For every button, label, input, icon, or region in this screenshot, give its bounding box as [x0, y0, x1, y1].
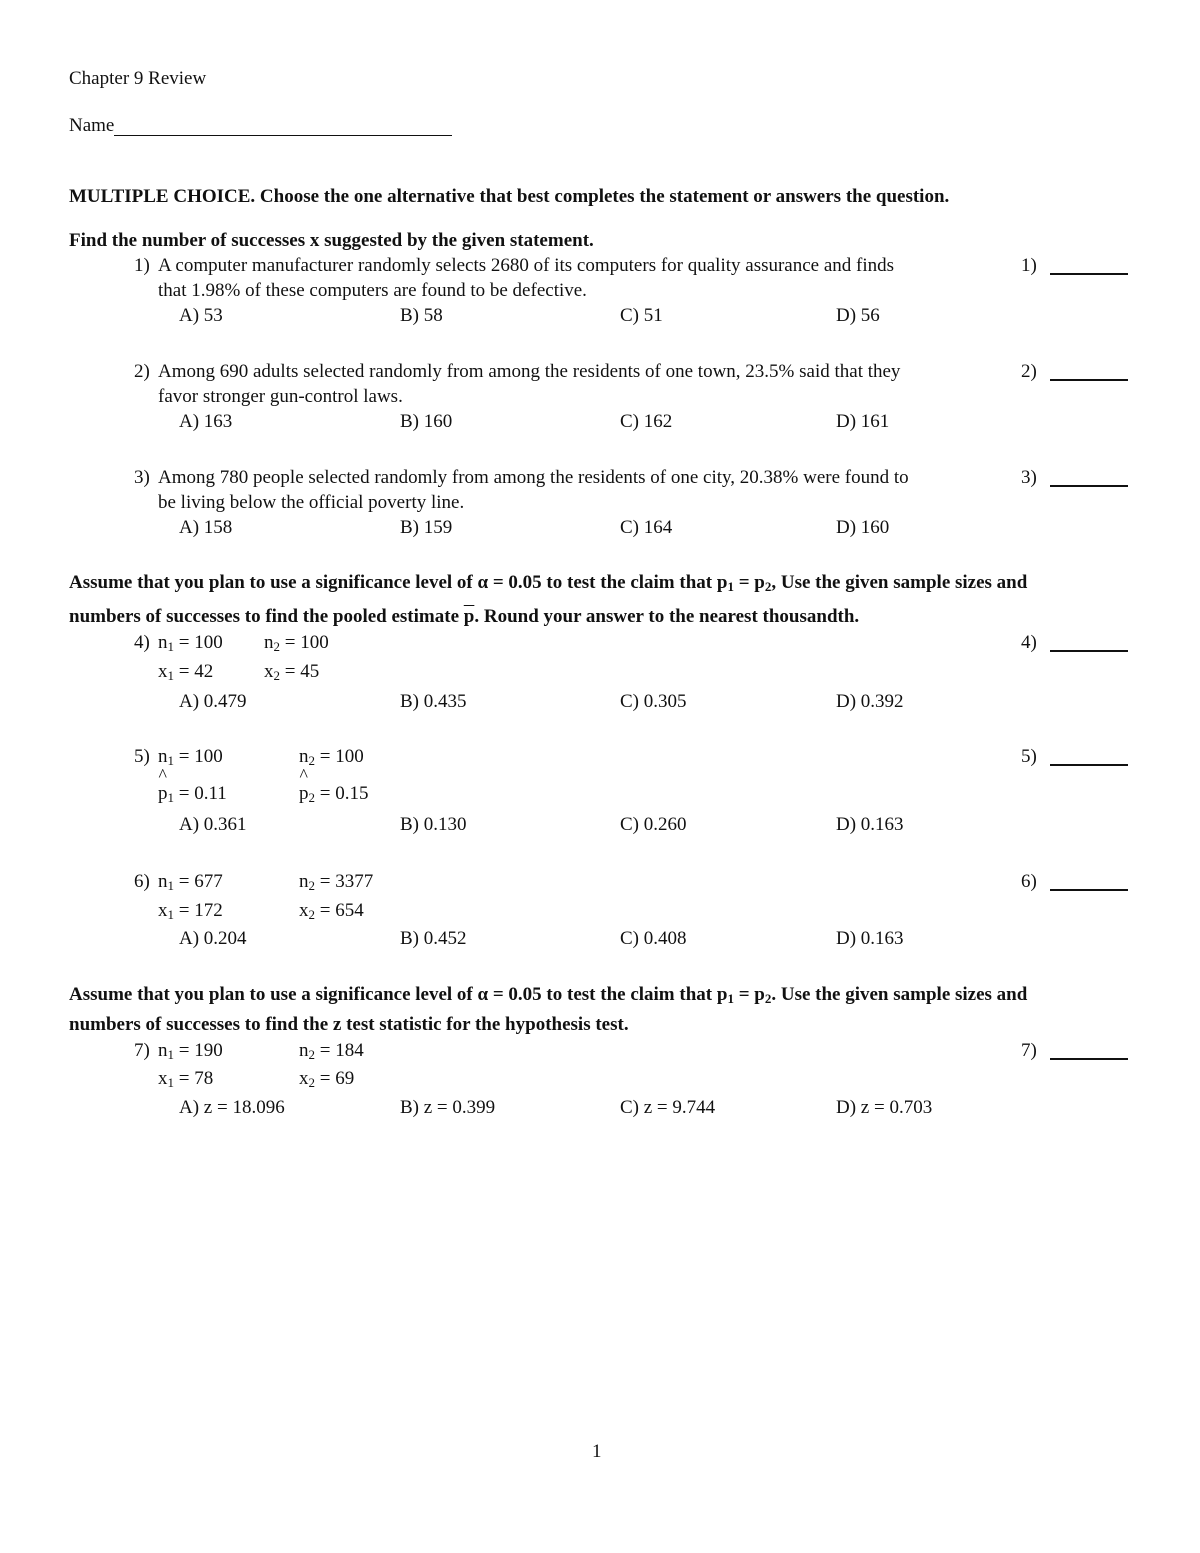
answer-blank [1050, 485, 1128, 487]
choice-b: B) 0.452 [400, 928, 467, 949]
answer-number: 4) [1021, 632, 1037, 653]
answer-blank [1050, 889, 1128, 891]
choice-b: B) 58 [400, 305, 443, 326]
section2-heading-line2: numbers of successes to find the pooled estimate $\overline{p}$. Round your answer to the nearest thousandth. [69, 606, 860, 627]
choice-d: D) 0.163 [836, 928, 904, 949]
question-text-line2: favor stronger gun-control laws. [158, 386, 403, 407]
choice-d: D) 160 [836, 517, 890, 538]
choice-b: B) 0.130 [400, 814, 467, 835]
page-number: 1 [592, 1441, 602, 1462]
name-blank-line [114, 135, 452, 136]
choice-a: A) 0.204 [179, 928, 247, 949]
p-bar-symbol: $\overline{p}$ [463, 606, 475, 627]
question-number: 2) [134, 361, 150, 382]
choice-d: D) 161 [836, 411, 890, 432]
choice-a: A) 163 [179, 411, 233, 432]
answer-number: 3) [1021, 467, 1037, 488]
choice-c: C) 162 [620, 411, 673, 432]
n2-value: $n_2 = 3377$ [299, 871, 374, 893]
choice-c: C) z = 9.744 [620, 1097, 716, 1118]
question-text-line2: that 1.98% of these computers are found to be defective. [158, 280, 587, 301]
answer-number: 5) [1021, 746, 1037, 767]
choice-b: B) 159 [400, 517, 453, 538]
choice-b: B) 0.435 [400, 691, 467, 712]
question-number: 3) [134, 467, 150, 488]
answer-number: 6) [1021, 871, 1037, 892]
choice-a: A) 158 [179, 517, 233, 538]
x1-value: $x_1 = 78$ [158, 1068, 214, 1090]
answer-blank [1050, 1058, 1128, 1060]
choice-a: A) 53 [179, 305, 223, 326]
answer-blank [1050, 764, 1128, 766]
n2-value: $n_2 = 100$ [264, 632, 329, 654]
choice-c: C) 0.408 [620, 928, 687, 949]
x2-value: $x_2 = 69$ [299, 1068, 355, 1090]
name-label: Name [69, 115, 115, 136]
document-title: Chapter 9 Review [69, 68, 207, 89]
question-text-line1: Among 690 adults selected randomly from among the residents of one town, 23.5% said that they [158, 361, 901, 382]
n1-value: $n_1 = 190$ [158, 1040, 223, 1062]
choice-c: C) 164 [620, 517, 673, 538]
answer-blank [1050, 650, 1128, 652]
question-text-line1: A computer manufacturer randomly selects 2680 of its computers for quality assurance and finds [158, 255, 895, 276]
x1-value: $x_1 = 172$ [158, 900, 223, 922]
p2-hat-value: ^ $p_2 = 0.15$ [299, 782, 368, 806]
choice-c: C) 0.305 [620, 691, 687, 712]
choice-b: B) z = 0.399 [400, 1097, 496, 1118]
section3-heading-line2: numbers of successes to find the z test statistic for the hypothesis test. [69, 1014, 629, 1035]
n2-value: $n_2 = 184$ [299, 1040, 364, 1062]
x2-value: $x_2 = 654$ [299, 900, 364, 922]
answer-number: 7) [1021, 1040, 1037, 1061]
choice-b: B) 160 [400, 411, 453, 432]
answer-number: 1) [1021, 255, 1037, 276]
choice-d: D) 0.392 [836, 691, 904, 712]
choice-d: D) z = 0.703 [836, 1097, 933, 1118]
choice-a: A) 0.479 [179, 691, 247, 712]
n2-value: $n_2 = 100$ [299, 746, 364, 768]
question-text-line2: be living below the official poverty line. [158, 492, 465, 513]
n1-value: $n_1 = 100$ [158, 746, 223, 768]
instructions: MULTIPLE CHOICE. Choose the one alternative that best completes the statement or answers the question. [69, 186, 950, 207]
choice-c: C) 0.260 [620, 814, 687, 835]
question-text-line1: Among 780 people selected randomly from among the residents of one city, 20.38% were found to [158, 467, 909, 488]
section1-heading: Find the number of successes x suggested by the given statement. [69, 230, 594, 251]
x2-value: $x_2 = 45$ [264, 661, 320, 683]
answer-number: 2) [1021, 361, 1037, 382]
question-number: 1) [134, 255, 150, 276]
answer-blank [1050, 379, 1128, 381]
section3-heading-line1: Assume that you plan to use a significance level of α = 0.05 to test the claim that $p_1 = p_2$. Use the given sample sizes and [69, 984, 1028, 1006]
n1-value: $n_1 = 677$ [158, 871, 223, 893]
question-number: 5) [134, 746, 150, 767]
section2-heading-line1: Assume that you plan to use a significance level of α = 0.05 to test the claim that $p_1 = p_2$, Use the given sample sizes and [69, 572, 1028, 594]
choice-d: D) 56 [836, 305, 880, 326]
choice-d: D) 0.163 [836, 814, 904, 835]
question-number: 7) [134, 1040, 150, 1061]
x1-value: $x_1 = 42$ [158, 661, 214, 683]
question-number: 4) [134, 632, 150, 653]
question-number: 6) [134, 871, 150, 892]
choice-a: A) z = 18.096 [179, 1097, 285, 1118]
choice-a: A) 0.361 [179, 814, 247, 835]
choice-c: C) 51 [620, 305, 663, 326]
answer-blank [1050, 273, 1128, 275]
n1-value: $n_1 = 100$ [158, 632, 223, 654]
p1-hat-value: ^ $p_1 = 0.11$ [158, 782, 227, 806]
